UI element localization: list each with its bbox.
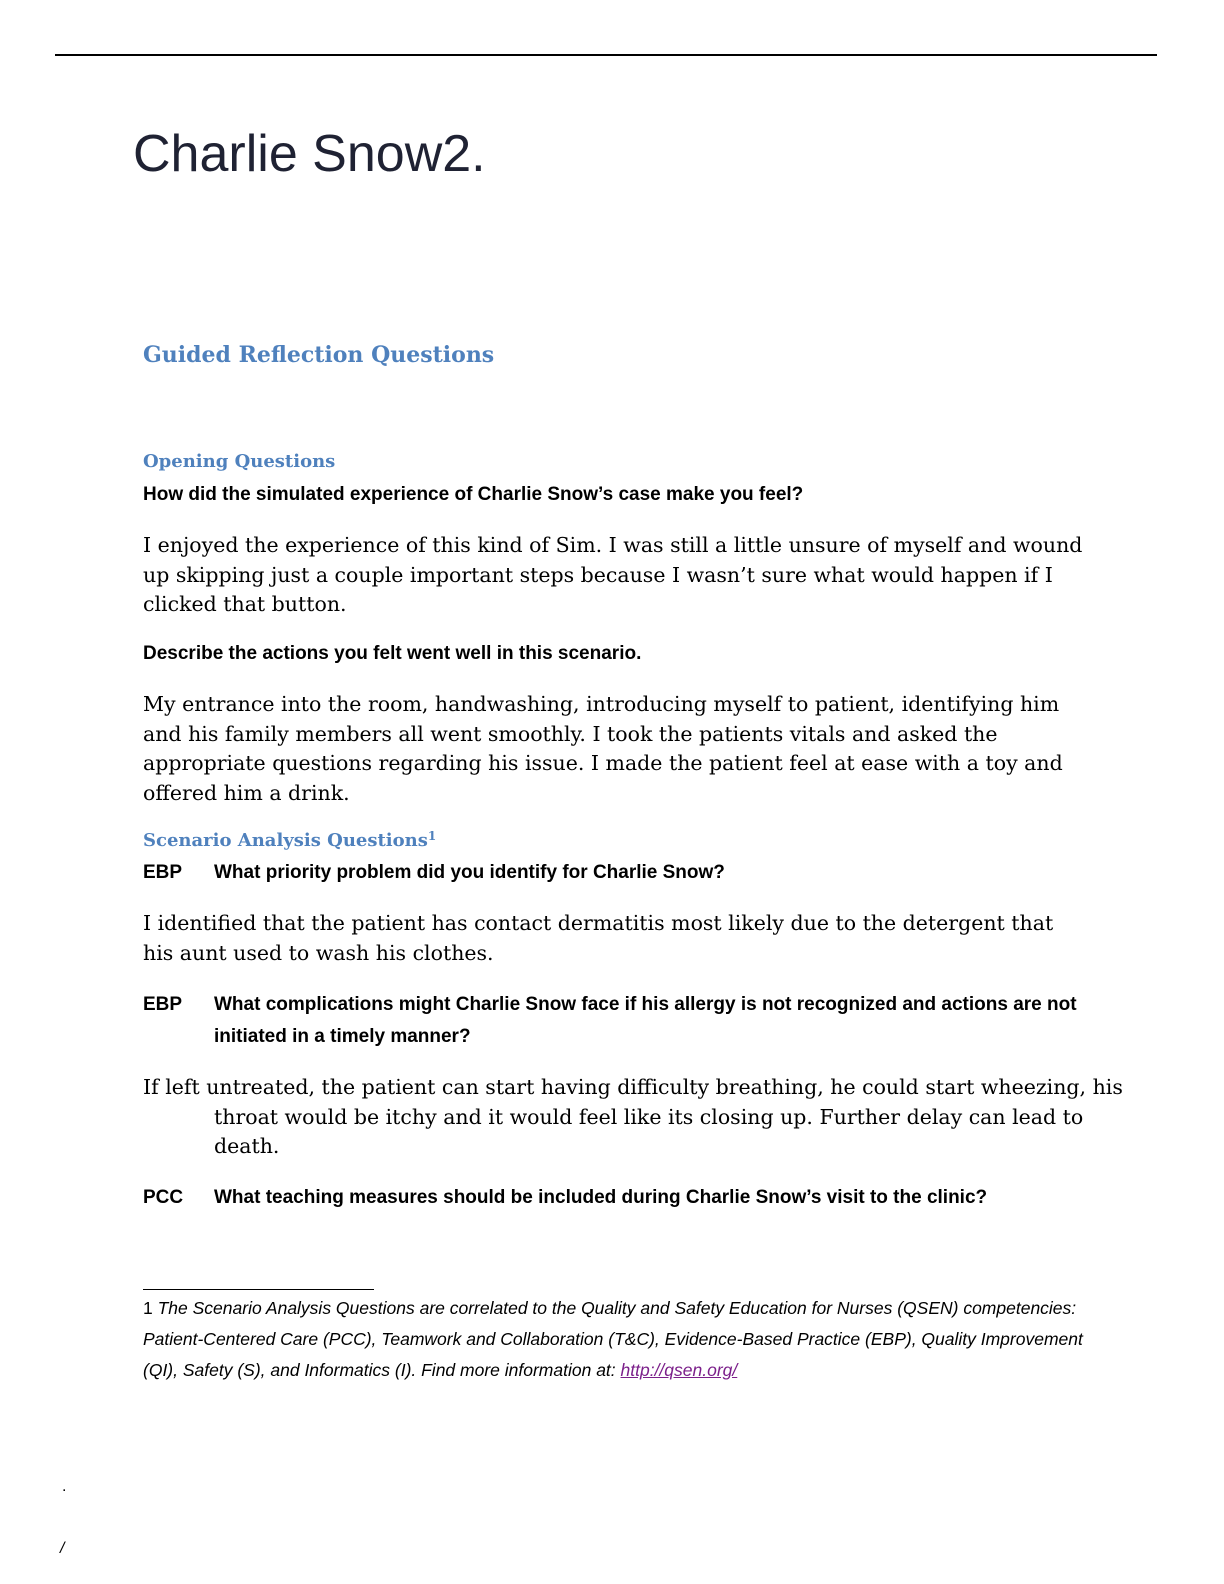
footnote-text: The Scenario Analysis Questions are correlated to the Quality and Safety Education for Nurses (QSEN) competencies: Patient-Centered Care (PCC), Teamwork and Collaboration (T&C), Evidence-Based Practice (EBP), Quality Improvement (QI), Safety (S), and Informatics (I). Find more information at: [143,1298,1083,1380]
question-feel: How did the simulated experience of Charlie Snow’s case make you feel? [143,484,804,505]
stray-slash: / [60,1540,65,1557]
competency-tag: EBP [143,862,183,883]
answer-complications: If left untreated, the patient can start having difficulty breathing, he could start wheezing, his throat would be itchy and it would feel like its closing up. Further delay can lead to death. [143,1075,1123,1158]
footnote-rule [143,1289,374,1290]
answer-went-well: My entrance into the room, handwashing, introducing myself to patient, identifying him and his family members all went smoothly. I took the patients vitals and asked the appropriate questions regarding his issue. I made the patient feel at ease with a toy and offered him a drink. [143,692,1063,805]
opening-questions-heading: Opening Questions [143,451,336,472]
footnote-number: 1 [143,1298,153,1318]
answer-feel: I enjoyed the experience of this kind of Sim. I was still a little unsure of myself and wound up skipping just a couple important steps because I wasn’t sure what would happen if I clicked that button. [143,533,1083,616]
competency-tag: EBP [143,994,183,1015]
question-complications: What complications might Charlie Snow face if his allergy is not recognized and actions are not initiated in a timely manner? [214,994,1077,1047]
scenario-analysis-heading [143,829,436,851]
footnote-ref: 1 [427,829,437,843]
stray-dot: . [62,1478,67,1495]
footnote [143,1293,1083,1386]
answer-priority-problem: I identified that the patient has contact dermatitis most likely due to the detergent that his aunt used to wash his clothes. [143,911,1054,965]
qsen-link[interactable]: http://qsen.org/ [620,1360,738,1380]
scenario-heading-text: Scenario Analysis Questions [143,830,428,851]
competency-tag: PCC [143,1187,184,1208]
section-heading: Guided Reflection Questions [143,342,495,368]
header-rule [55,54,1157,56]
question-went-well: Describe the actions you felt went well in this scenario. [143,643,642,664]
question-priority-problem: What priority problem did you identify for Charlie Snow? [214,862,725,883]
document-title: Charlie Snow2. [133,125,486,183]
question-teaching: What teaching measures should be included during Charlie Snow’s visit to the clinic? [214,1187,988,1208]
